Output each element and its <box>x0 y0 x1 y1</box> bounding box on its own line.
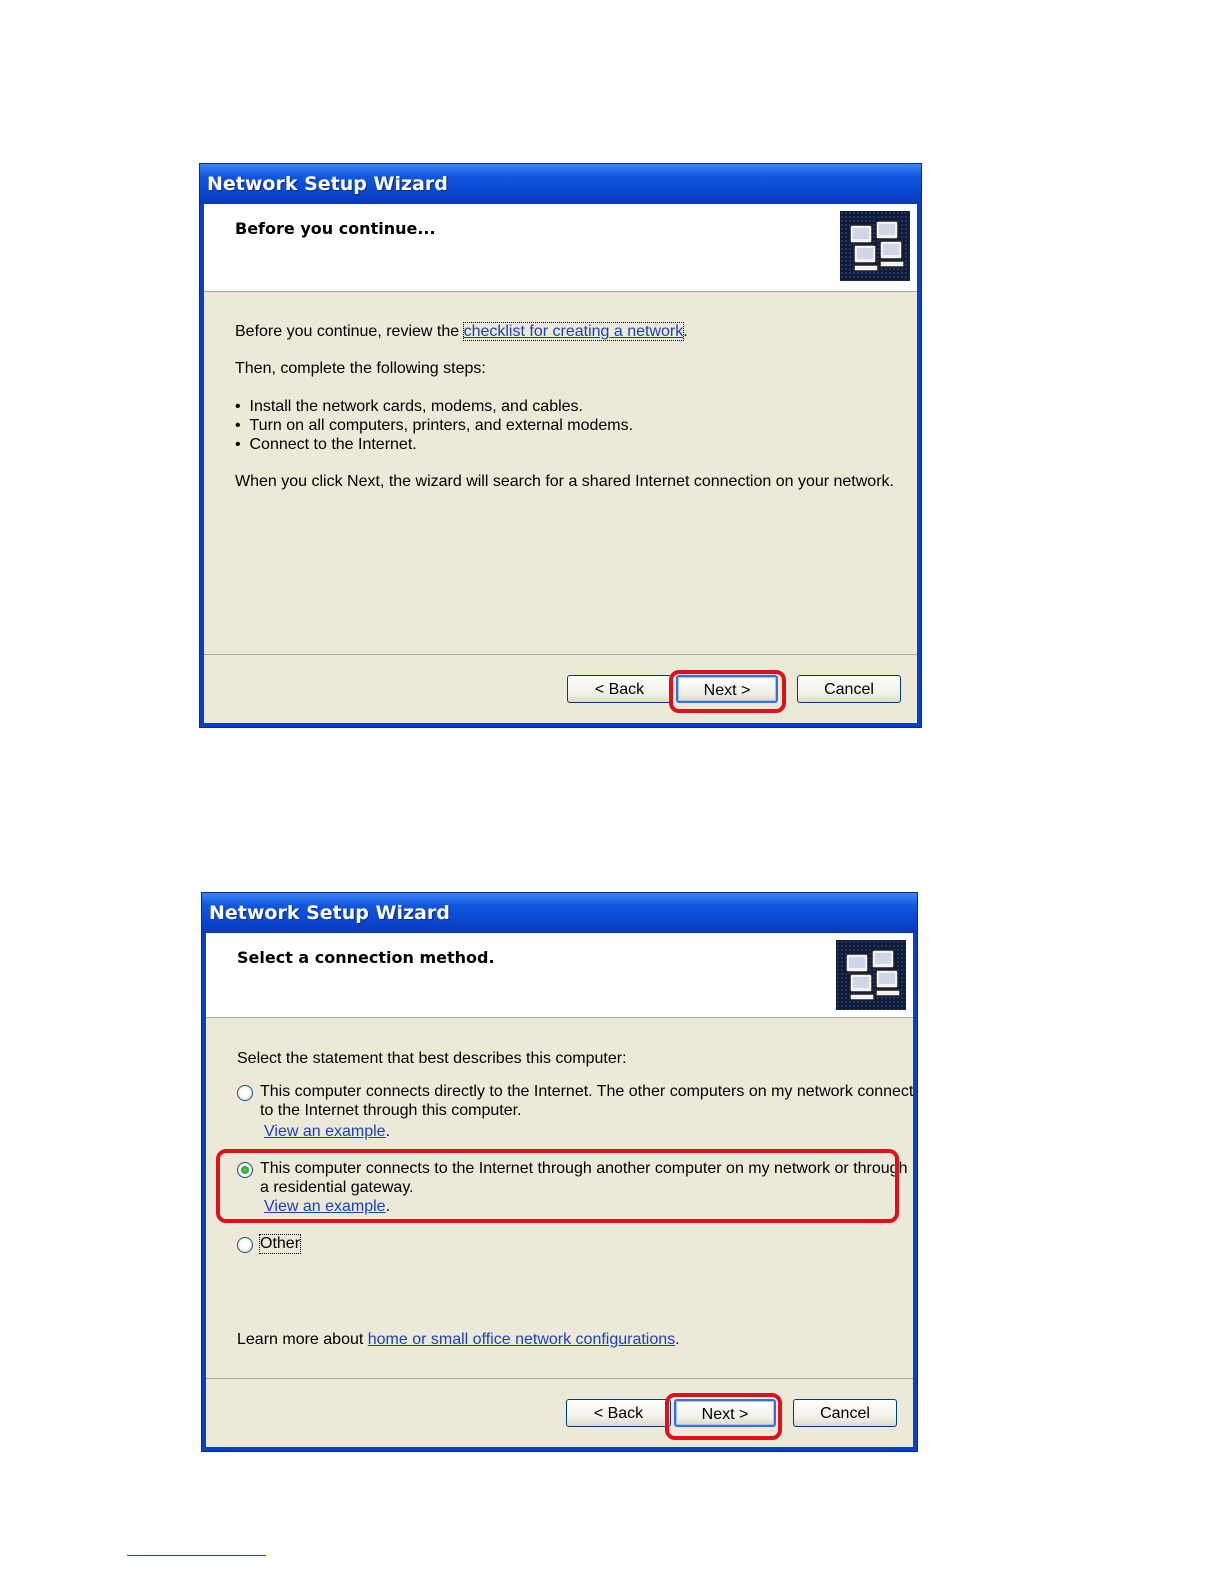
checklist-link[interactable]: checklist for creating a network <box>463 323 684 340</box>
view-example-link[interactable]: View an example <box>264 1198 386 1215</box>
step-text: Connect to the Internet. <box>249 436 417 453</box>
wizard-client-area <box>204 204 917 723</box>
next-button-highlight <box>669 670 786 713</box>
network-configurations-link[interactable]: home or small office network configurations <box>367 1331 676 1348</box>
page-heading: Before you continue... <box>235 219 436 238</box>
learn-suffix: . <box>675 1331 680 1348</box>
next-button-highlight <box>665 1393 782 1440</box>
option-text: This computer connects directly to the Internet. The other computers on my network connect <box>260 1083 914 1100</box>
step-item: • Connect to the Internet. <box>235 436 417 453</box>
learn-more-text <box>237 1331 680 1349</box>
cancel-button[interactable]: Cancel <box>793 1399 897 1427</box>
page-footer-rule <box>127 1555 266 1556</box>
radio-other[interactable] <box>237 1237 253 1253</box>
back-button[interactable]: < Back <box>567 675 672 703</box>
next-button[interactable]: Next > <box>674 1399 776 1427</box>
option-other-label[interactable]: Other <box>260 1235 301 1252</box>
step-item: • Install the network cards, modems, and cables. <box>235 398 583 415</box>
step-text: Install the network cards, modems, and cables. <box>249 398 583 415</box>
next-button[interactable]: Next > <box>676 675 778 703</box>
window-title: Network Setup Wizard <box>202 893 917 933</box>
window-title: Network Setup Wizard <box>200 164 921 204</box>
back-button[interactable]: < Back <box>566 1399 671 1427</box>
view-example-link[interactable]: View an example <box>264 1123 386 1140</box>
wizard-footer <box>206 1378 913 1447</box>
closing-text: When you click Next, the wizard will search for a shared Internet connection on your network. <box>235 473 894 490</box>
option-text: This computer connects to the Internet through another computer on my network or through <box>260 1160 908 1177</box>
step-text: Turn on all computers, printers, and external modems. <box>249 417 634 434</box>
radio-direct-connection[interactable] <box>237 1085 253 1101</box>
wizard-header <box>204 204 917 292</box>
option-text: to the Internet through this computer. <box>260 1102 522 1119</box>
intro-suffix: . <box>683 323 688 340</box>
learn-prefix: Learn more about <box>237 1331 368 1348</box>
cancel-button[interactable]: Cancel <box>797 675 901 703</box>
network-computers-icon <box>840 211 910 281</box>
gateway-option-highlight <box>216 1149 899 1223</box>
link-suffix: . <box>385 1123 391 1140</box>
prompt-text: Select the statement that best describes this computer: <box>237 1050 627 1067</box>
network-computers-icon <box>836 940 906 1010</box>
wizard-header <box>206 933 913 1018</box>
wizard-footer <box>204 654 917 723</box>
wizard-window-before-continue <box>199 163 922 728</box>
page-heading: Select a connection method. <box>237 948 495 967</box>
option-text: a residential gateway. <box>260 1179 414 1196</box>
example-link-line <box>264 1123 390 1141</box>
step-item: • Turn on all computers, printers, and external modems. <box>235 417 634 434</box>
intro-text <box>235 323 688 341</box>
link-suffix: . <box>385 1198 391 1215</box>
steps-intro: Then, complete the following steps: <box>235 360 486 377</box>
intro-prefix: Before you continue, review the <box>235 323 464 340</box>
